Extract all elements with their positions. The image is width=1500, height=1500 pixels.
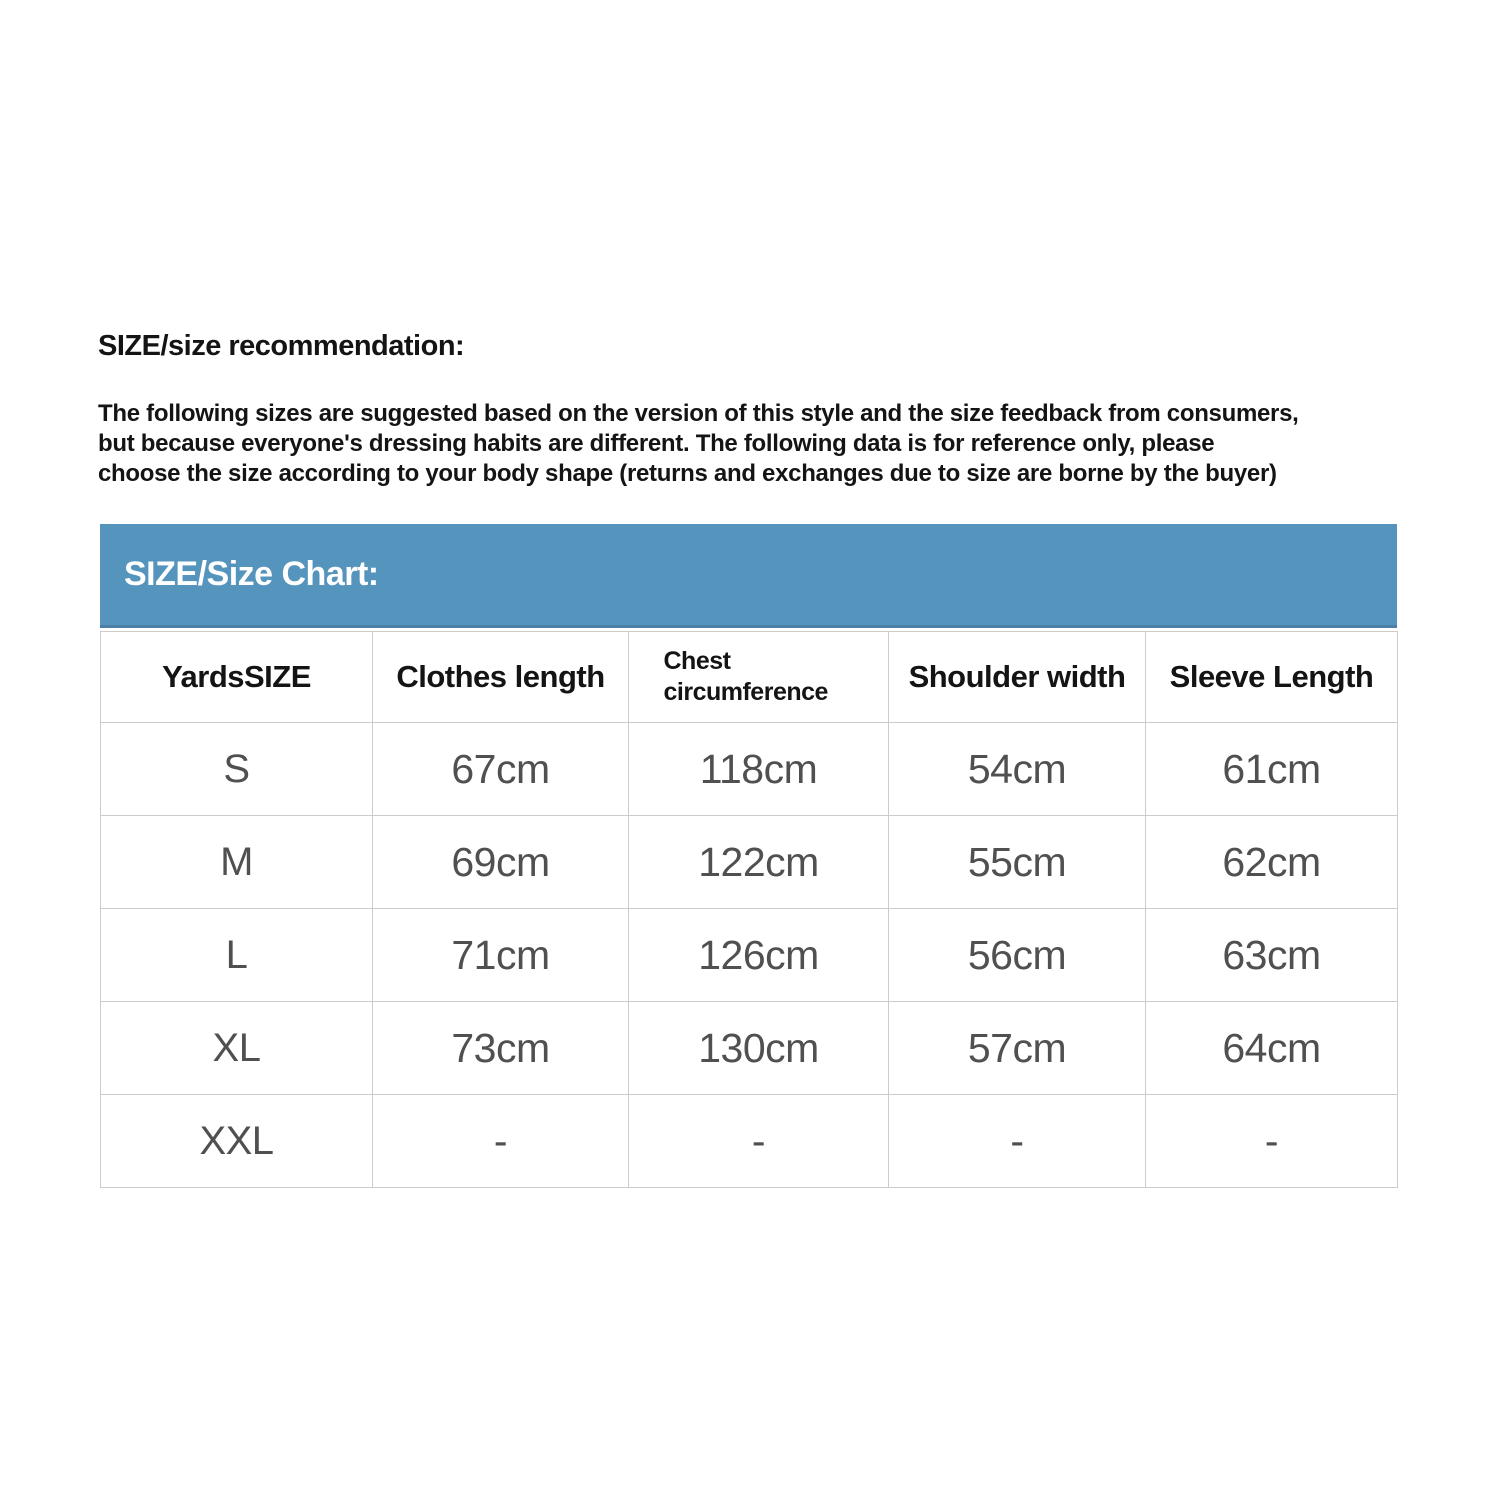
size-label: M <box>101 816 373 909</box>
recommendation-line: The following sizes are suggested based on the version of this style and the size feedback from consumers, <box>98 400 1299 427</box>
clothes-length-value: - <box>373 1095 629 1188</box>
table-row-m <box>101 816 1398 909</box>
clothes-length-value: 69cm <box>373 816 629 909</box>
table-row-xxl <box>101 1095 1398 1188</box>
chest-circumference-value: 126cm <box>629 909 889 1002</box>
size-label: L <box>101 909 373 1002</box>
size-chart-header-bar <box>100 524 1397 628</box>
size-label: S <box>101 723 373 816</box>
sleeve-length-value: 64cm <box>1146 1002 1398 1095</box>
recommendation-paragraph <box>98 399 1428 489</box>
recommendation-title: SIZE/size recommendation: <box>98 330 465 362</box>
size-label: XXL <box>101 1095 373 1188</box>
size-chart-title: SIZE/Size Chart: <box>124 555 379 593</box>
column-header-shoulder-width: Shoulder width <box>889 632 1146 723</box>
column-header-sleeve-length: Sleeve Length <box>1146 632 1398 723</box>
chest-circumference-value: - <box>629 1095 889 1188</box>
shoulder-width-value: 54cm <box>889 723 1146 816</box>
sleeve-length-value: - <box>1146 1095 1398 1188</box>
chest-circumference-value: 122cm <box>629 816 889 909</box>
shoulder-width-value: 56cm <box>889 909 1146 1002</box>
sleeve-length-value: 63cm <box>1146 909 1398 1002</box>
size-label: XL <box>101 1002 373 1095</box>
sleeve-length-value: 61cm <box>1146 723 1398 816</box>
chest-circumference-value: 118cm <box>629 723 889 816</box>
recommendation-line: choose the size according to your body shape (returns and exchanges due to size are borne by the buyer) <box>98 460 1277 487</box>
size-table <box>100 631 1398 1188</box>
clothes-length-value: 67cm <box>373 723 629 816</box>
table-row-xl <box>101 1002 1398 1095</box>
table-row-l <box>101 909 1398 1002</box>
table-header-row <box>101 632 1398 723</box>
shoulder-width-value: - <box>889 1095 1146 1188</box>
chest-circumference-value: 130cm <box>629 1002 889 1095</box>
chest-circumference-label: Chest circumference <box>663 647 828 706</box>
clothes-length-value: 73cm <box>373 1002 629 1095</box>
sleeve-length-value: 62cm <box>1146 816 1398 909</box>
table-row-s <box>101 723 1398 816</box>
recommendation-line: but because everyone's dressing habits are different. The following data is for reference only, please <box>98 430 1215 457</box>
clothes-length-value: 71cm <box>373 909 629 1002</box>
column-header-chest-circumference <box>629 632 889 723</box>
column-header-yards-size: YardsSIZE <box>101 632 373 723</box>
column-header-clothes-length: Clothes length <box>373 632 629 723</box>
shoulder-width-value: 57cm <box>889 1002 1146 1095</box>
shoulder-width-value: 55cm <box>889 816 1146 909</box>
